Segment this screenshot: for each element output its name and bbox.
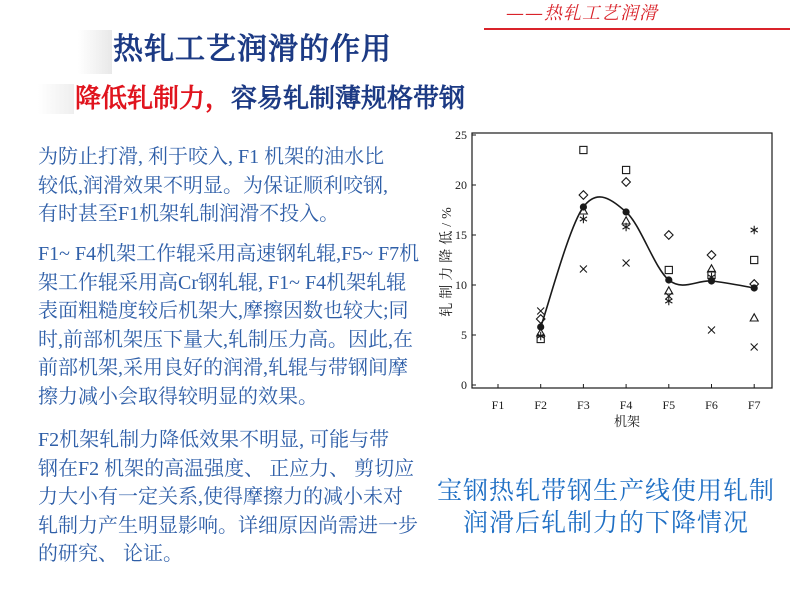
subtitle-highlight: 降低轧制力， bbox=[75, 83, 232, 113]
paragraph-line: 表面粗糙度较后机架大,摩擦因数也较大;同 bbox=[38, 300, 409, 323]
marker-open-square-F7 bbox=[751, 256, 758, 263]
marker-open-diamond-F4 bbox=[622, 178, 631, 187]
subtitle-rest: 容易轧制薄规格带钢 bbox=[231, 83, 466, 113]
paragraph-line: F1~ F4机架工作辊采用高速钢轧辊,F5~ F7机 bbox=[38, 243, 420, 265]
paragraph-line: 力大小有一定关系,使得摩擦力的减小未对 bbox=[38, 486, 403, 509]
marker-open-triangle-F7 bbox=[750, 314, 758, 321]
marker-open-diamond-F3 bbox=[579, 191, 588, 200]
marker-open-diamond-F6 bbox=[707, 251, 716, 260]
marker-cross-F2 bbox=[537, 308, 544, 315]
x-tick-label: F7 bbox=[747, 398, 761, 412]
data-markers bbox=[536, 146, 758, 350]
caption-line: 宝钢热轧带钢生产线使用轧制 bbox=[436, 476, 775, 505]
marker-filled-circle-F4 bbox=[623, 208, 630, 215]
paragraph-line: 架工作辊采用高Cr钢轧辊, F1~ F4机架轧辊 bbox=[38, 271, 407, 294]
body-paragraph-3 bbox=[38, 426, 418, 569]
paragraph-line: 为防止打滑, 利于咬入, F1 机架的油水比 bbox=[38, 146, 385, 168]
slide-title: 热轧工艺润滑的作用 bbox=[113, 33, 392, 66]
paragraph-line: 擦力减小会取得较明显的效果。 bbox=[38, 385, 318, 408]
figure-caption bbox=[428, 475, 784, 539]
subtitle-accent-shadow bbox=[38, 84, 74, 114]
paragraph-line: 轧制力产生明显影响。详细原因尚需进一步 bbox=[38, 514, 418, 537]
marker-open-square-F4 bbox=[623, 166, 630, 173]
y-tick-label: 5 bbox=[461, 328, 467, 342]
trend-curve bbox=[541, 197, 755, 327]
y-tick-label: 25 bbox=[455, 128, 467, 142]
header-rule bbox=[484, 28, 790, 30]
x-tick-label: F2 bbox=[534, 398, 548, 412]
slide-subtitle bbox=[75, 83, 465, 113]
paragraph-line: 的研究、 论证。 bbox=[38, 543, 183, 566]
caption-line: 润滑后轧制力的下降情况 bbox=[462, 508, 749, 537]
x-tick-label: F6 bbox=[705, 398, 718, 412]
paragraph-line: 前部机架,采用良好的润滑,轧辊与带钢间摩 bbox=[38, 357, 408, 380]
y-tick-label: 10 bbox=[455, 278, 467, 292]
x-axis-title: 机架 bbox=[613, 414, 641, 429]
y-axis-title: 轧制力降低/% bbox=[440, 203, 455, 317]
marker-filled-circle-F5 bbox=[665, 276, 672, 283]
rolling-force-reduction-chart bbox=[430, 120, 780, 435]
body-paragraph-2 bbox=[38, 240, 419, 412]
marker-cross-F7 bbox=[751, 344, 758, 351]
paragraph-line: 较低,润滑效果不明显。为保证顺利咬钢, bbox=[38, 174, 388, 197]
y-tick-label: 15 bbox=[455, 228, 467, 242]
marker-open-square-F5 bbox=[665, 266, 672, 273]
marker-cross-F6 bbox=[708, 327, 715, 334]
x-tick-label: F3 bbox=[577, 398, 590, 412]
paragraph-line: 钢在F2 机架的高温强度、 正应力、 剪切应 bbox=[38, 457, 415, 480]
marker-open-square-F3 bbox=[580, 146, 587, 153]
y-tick-label: 0 bbox=[461, 378, 467, 392]
x-tick-label: F4 bbox=[619, 398, 633, 412]
marker-cross-F3 bbox=[580, 266, 587, 273]
paragraph-line: 时,前部机架压下量大,轧制压力高。因此,在 bbox=[38, 328, 413, 351]
title-accent-shadow bbox=[78, 30, 112, 74]
marker-open-diamond-F5 bbox=[665, 231, 674, 240]
y-axis bbox=[455, 128, 476, 392]
marker-cross-F4 bbox=[623, 260, 630, 267]
marker-asterisk-F7 bbox=[751, 226, 758, 234]
section-tag: ——热轧工艺润滑 bbox=[506, 3, 658, 24]
x-tick-label: F5 bbox=[662, 398, 676, 412]
x-tick-label: F1 bbox=[491, 398, 505, 412]
paragraph-line: 有时甚至F1机架轧制润滑不投入。 bbox=[38, 203, 340, 226]
body-paragraph-1 bbox=[38, 143, 388, 229]
marker-asterisk-F3 bbox=[580, 215, 587, 223]
y-tick-label: 20 bbox=[455, 178, 467, 192]
paragraph-line: F2机架轧制力降低效果不明显, 可能与带 bbox=[38, 429, 390, 451]
